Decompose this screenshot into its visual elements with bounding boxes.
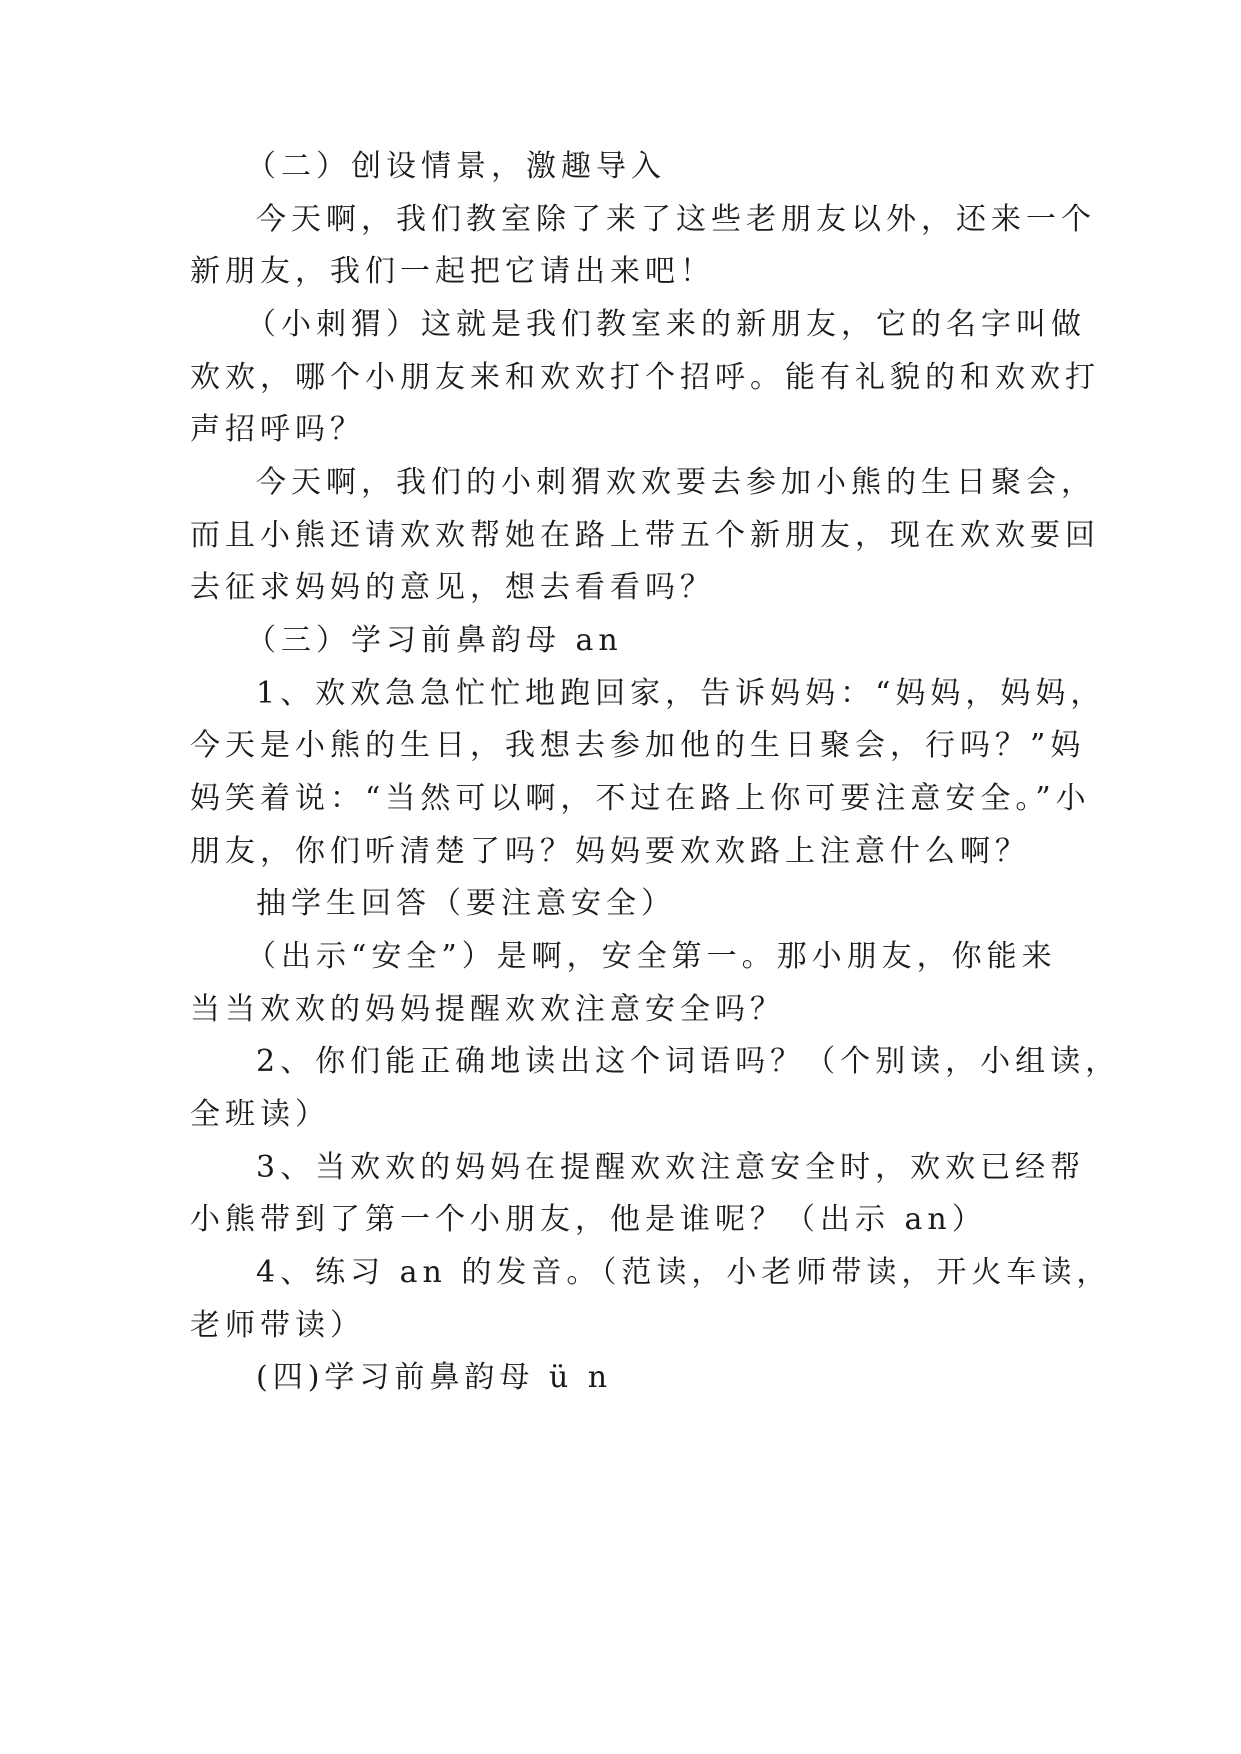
section-heading-2: （二）创设情景，激趣导入 xyxy=(246,149,666,184)
paragraph-line: 老师带读） xyxy=(190,1308,365,1343)
paragraph-line: 4、练习 an 的发音。（范读，小老师带读，开火车读， xyxy=(256,1255,1112,1290)
paragraph-line: 新朋友，我们一起把它请出来吧！ xyxy=(190,254,715,289)
section-heading-4: (四)学习前鼻韵母 ü n xyxy=(256,1360,613,1395)
paragraph-line: （小刺猬）这就是我们教室来的新朋友，它的名字叫做 xyxy=(246,307,1086,342)
paragraph-line: 今天是小熊的生日，我想去参加他的生日聚会，行吗？”妈 xyxy=(190,728,1086,763)
paragraph-line: 今天啊，我们教室除了来了这些老朋友以外，还来一个 xyxy=(256,202,1096,237)
paragraph-line: （出示“安全”）是啊，安全第一。那小朋友，你能来 xyxy=(246,939,1057,974)
paragraph-line: 3、当欢欢的妈妈在提醒欢欢注意安全时，欢欢已经帮 xyxy=(256,1150,1086,1185)
paragraph-line: 抽学生回答（要注意安全） xyxy=(256,886,676,921)
paragraph-line: 1、欢欢急急忙忙地跑回家，告诉妈妈：“妈妈，妈妈， xyxy=(256,676,1106,711)
paragraph-line: 欢欢，哪个小朋友来和欢欢打个招呼。能有礼貌的和欢欢打 xyxy=(190,360,1100,395)
paragraph-line: 2、你们能正确地读出这个词语吗？（个别读，小组读， xyxy=(256,1044,1121,1079)
paragraph-line: 当当欢欢的妈妈提醒欢欢注意安全吗？ xyxy=(190,992,785,1027)
section-heading-3: （三）学习前鼻韵母 an xyxy=(246,623,623,658)
paragraph-line: 妈笑着说：“当然可以啊，不过在路上你可要注意安全。”小 xyxy=(190,781,1091,816)
paragraph-line: 今天啊，我们的小刺猬欢欢要去参加小熊的生日聚会， xyxy=(256,465,1096,500)
paragraph-line: 去征求妈妈的意见，想去看看吗？ xyxy=(190,570,715,605)
paragraph-line: 而且小熊还请欢欢帮她在路上带五个新朋友，现在欢欢要回 xyxy=(190,518,1100,553)
paragraph-line: 小熊带到了第一个小朋友，他是谁呢？（出示 an） xyxy=(190,1202,987,1237)
paragraph-line: 声招呼吗？ xyxy=(190,412,365,447)
paragraph-line: 全班读） xyxy=(190,1097,330,1132)
paragraph-line: 朋友，你们听清楚了吗？妈妈要欢欢路上注意什么啊？ xyxy=(190,834,1030,869)
